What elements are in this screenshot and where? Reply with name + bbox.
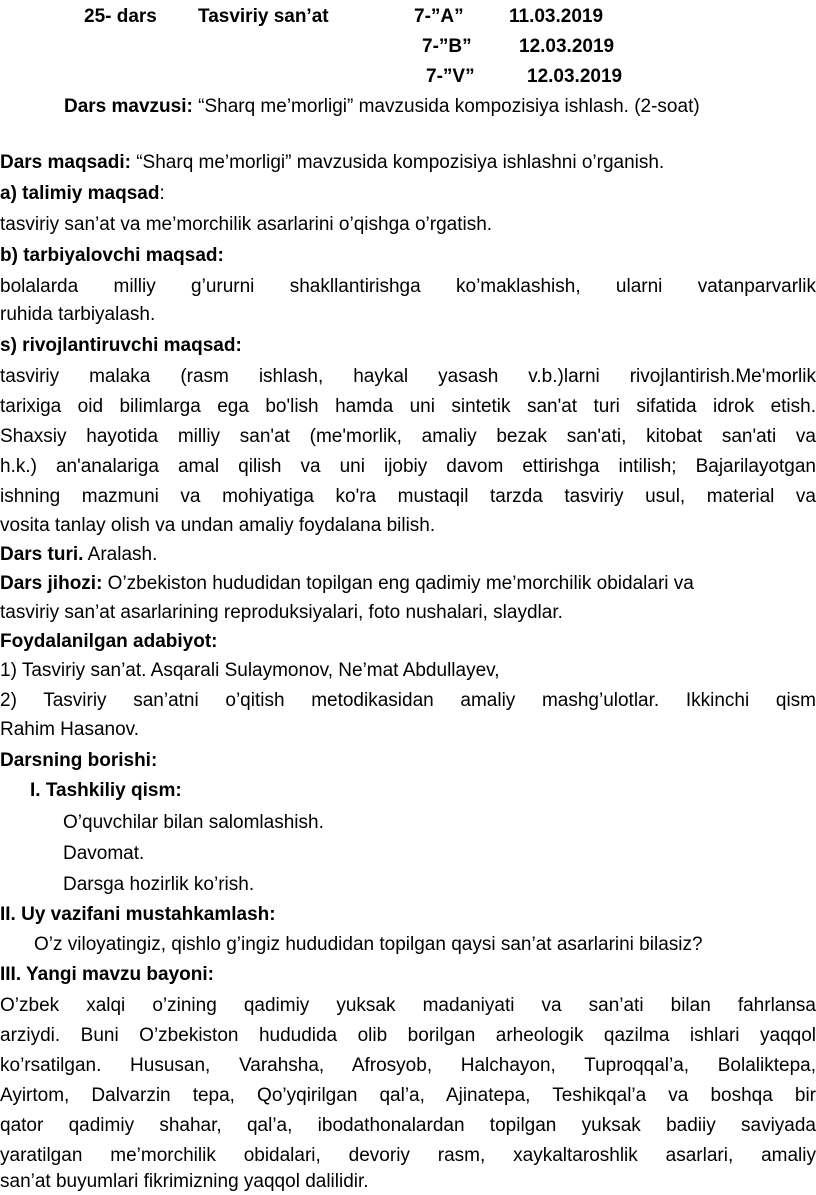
class-date: 12.03.2019 [527, 66, 623, 87]
equipment-text-line: tasviriy san’at asarlarining reproduksiyalari, foto nushalari, slaydlar. [0, 602, 563, 623]
process-label: Darsning borishi: [0, 750, 158, 771]
goal-label: Dars maqsadi: [0, 152, 131, 173]
development-text-line: Shaxsiy hayotida milliy san'at (me'morlik, amaliy bezak san'ati, kitobat san'ati va [0, 426, 816, 447]
new-topic-line: O’zbek xalqi o’zining qadimiy yuksak madaniyati va san’ati bilan fahrlansa [0, 995, 816, 1016]
development-text-line: tarixiga oid bilimlarga ega bo'lish hamda uni sintetik san'at turi sifatida idrok etish. [0, 396, 816, 417]
class-name: 7-”V” [426, 66, 475, 87]
development-text-line: h.k.) an'analariga amal qilish va uni ijobiy davom ettirishga intilish; Bajarilayotgan [0, 456, 816, 477]
homework-question: O’z viloyatingiz, qishlo g’ingiz hududidan topilgan qaysi san’at asarlarini bilasiz? [34, 934, 703, 955]
homework-label: II. Uy vazifani mustahkamlash: [0, 904, 276, 925]
new-topic-line: qator qadimiy shahar, qal’a, ibodathonalardan topilgan yuksak badiiy saviyada [0, 1115, 816, 1136]
edu-goal-colon: : [159, 183, 165, 204]
topic-label: Dars mavzusi: [64, 96, 193, 117]
lesson-goal [0, 150, 816, 176]
upbringing-text-line: ruhida tarbiyalash. [0, 304, 156, 325]
new-topic-line: arziydi. Buni O’zbekiston hududida olib borilgan arheologik qazilma ishlari yaqqol [0, 1025, 816, 1046]
development-text-line: vosita tanlay olish va undan amaliy foydalana bilish. [0, 515, 436, 536]
lesson-equipment [0, 571, 816, 597]
subject-name: Tasviriy san’at [198, 6, 329, 27]
upbringing-goal-label: b) tarbiyalovchi maqsad: [0, 245, 224, 266]
equipment-label: Dars jihozi: [0, 573, 103, 594]
upbringing-text-line: bolalarda milliy g’ururni shakllantirishga ko’maklashish, ularni vatanparvarlik [0, 276, 816, 297]
class-name: 7-”B” [422, 36, 472, 57]
literature-label: Foydalanilgan adabiyot: [0, 631, 218, 652]
new-topic-line: san’at buyumlari fikrimizning yaqqol dalilidir. [0, 1171, 369, 1192]
type-text: Aralash. [83, 544, 158, 565]
class-date: 12.03.2019 [519, 36, 615, 57]
goal-text: “Sharq me’morligi” mavzusida kompozisiya ishlashni o’rganish. [130, 152, 665, 173]
lesson-type [0, 542, 816, 568]
development-goal-label: s) rivojlantiruvchi maqsad: [0, 335, 242, 356]
new-topic-line: Ayirtom, Dalvarzin tepa, Qo’yqirilgan qal’a, Ajinatepa, Teshikqal’a va boshqa bir [0, 1085, 816, 1106]
literature-item: 1) Tasviriy san’at. Asqarali Sulaymonov, Ne’mat Abdullayev, [0, 660, 500, 681]
lesson-number: 25- dars [84, 6, 157, 27]
topic-text: “Sharq me’morligi” mavzusida kompozisiya ishlash. (2-soat) [192, 96, 700, 117]
organization-label: I. Tashkiliy qism: [30, 780, 182, 801]
class-name: 7-”A” [414, 6, 464, 27]
class-date: 11.03.2019 [509, 6, 604, 27]
organization-item: O’quvchilar bilan salomlashish. [63, 812, 324, 833]
literature-item: Rahim Hasanov. [0, 719, 140, 740]
lesson-topic [64, 94, 816, 120]
new-topic-line: ko’rsatilgan. Hususan, Varahsha, Afrosyob, Halchayon, Tuproqqal’a, Bolaliktepa, [0, 1055, 816, 1076]
new-topic-label: III. Yangi mavzu bayoni: [0, 964, 214, 985]
type-label: Dars turi. [0, 544, 84, 565]
literature-item: 2) Tasviriy san’atni o’qitish metodikasidan amaliy mashg’ulotlar. Ikkinchi qism [0, 690, 816, 711]
new-topic-line: yaratilgan me’morchilik obidalari, devoriy rasm, xaykaltaroshlik asarlari, amaliy [0, 1145, 816, 1166]
development-text-line: ishning mazmuni va mohiyatiga ko'ra mustaqil tarzda tasviriy usul, material va [0, 486, 816, 507]
equipment-text: O’zbekiston hududidan topilgan eng qadimiy me’morchilik obidalari va [102, 573, 694, 594]
edu-goal-heading [0, 181, 816, 207]
organization-item: Davomat. [63, 843, 145, 864]
development-text-line: tasviriy malaka (rasm ishlash, haykal yasash v.b.)larni rivojlantirish.Me'morlik [0, 366, 816, 387]
edu-goal-label: a) talimiy maqsad [0, 183, 160, 204]
edu-goal-text: tasviriy san’at va me’morchilik asarlarini o’qishga o’rgatish. [0, 214, 493, 235]
organization-item: Darsga hozirlik ko’rish. [63, 874, 255, 895]
